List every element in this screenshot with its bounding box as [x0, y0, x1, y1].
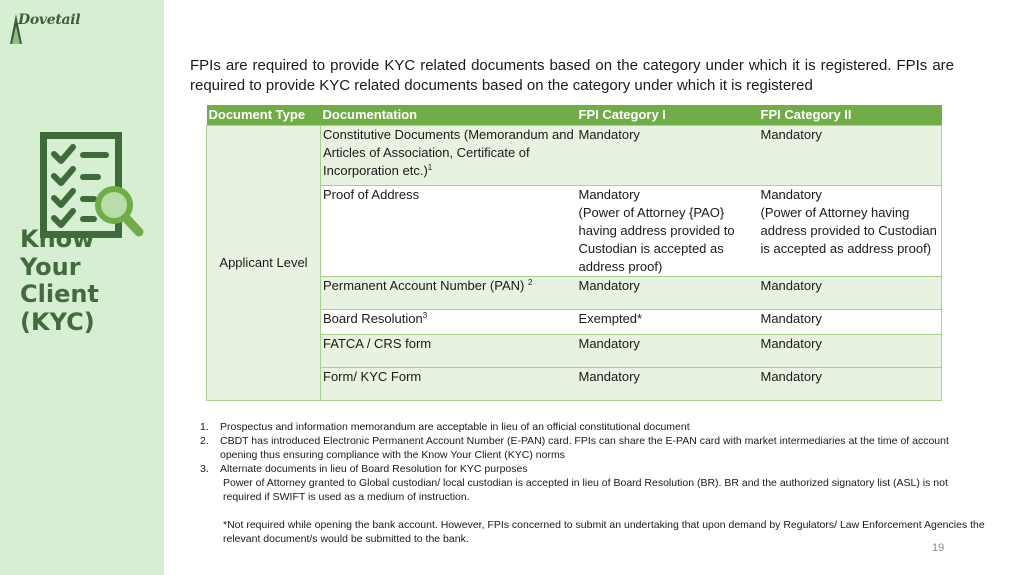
section-title	[20, 226, 160, 336]
category-1-cell: Exempted*	[577, 310, 759, 335]
header-document-type: Document Type	[207, 105, 321, 126]
title-line: (KYC)	[20, 307, 95, 336]
category-2-cell: Mandatory (Power of Attorney having address provided to Custodian is accepted as address proof)	[759, 186, 942, 277]
table-header-row	[207, 105, 942, 126]
page-number: 19	[932, 542, 945, 554]
header-documentation: Documentation	[321, 105, 577, 126]
footnote-item: 2. CBDT has introduced Electronic Permanent Account Number (E-PAN) card. FPIs can share the E-PAN card with market intermediaries at the time of account opening thus ensuring compliance with the Know Your Client (KYC) norms	[200, 435, 949, 461]
sidebar	[0, 0, 164, 575]
kyc-documents-table	[206, 105, 942, 401]
header-fpi-category-2: FPI Category II	[759, 105, 942, 126]
footnote-item: 3. Alternate documents in lieu of Board Resolution for KYC purposes	[200, 463, 528, 475]
title-line: Your	[20, 252, 81, 281]
documentation-cell: Form/ KYC Form	[321, 368, 577, 401]
category-2-cell: Mandatory	[759, 277, 942, 310]
footnote-item: 1. Prospectus and information memorandum are acceptable in lieu of an official constitutional document	[200, 421, 690, 433]
documentation-cell: FATCA / CRS form	[321, 335, 577, 368]
logo-text: Dovetail	[18, 12, 81, 28]
header-fpi-category-1: FPI Category I	[577, 105, 759, 126]
category-2-cell: Mandatory	[759, 126, 942, 186]
exemption-note: *Not required while opening the bank account. However, FPIs concerned to submit an undertaking that upon demand by Regulators/ Law Enforcement Agencies the relevant document/s would be submitted to the bank.	[223, 519, 985, 545]
documentation-cell: Permanent Account Number (PAN) $^2$	[321, 277, 577, 310]
footnotes-list	[200, 420, 964, 476]
category-2-cell: Mandatory	[759, 368, 942, 401]
category-1-cell: Mandatory	[577, 335, 759, 368]
title-line: Know	[20, 225, 95, 253]
category-1-cell: Mandatory	[577, 126, 759, 186]
title-line: Client	[20, 280, 99, 308]
board-resolution-note: Power of Attorney granted to Global custodian/ local custodian is accepted in lieu of Board Resolution (BR). BR and the authorized signatory list (ASL) is not required if SWIFT is used as a medium of instruction.	[223, 477, 948, 503]
applicant-level-cell: Applicant Level	[207, 126, 321, 401]
category-2-cell: Mandatory	[759, 310, 942, 335]
table-row	[207, 126, 942, 186]
documentation-cell: Proof of Address	[321, 186, 577, 277]
category-1-cell: Mandatory	[577, 277, 759, 310]
intro-paragraph: FPIs are required to provide KYC related documents based on the category under which it is registered. FPIs are required to provide KYC related documents based on the category under which it is registered	[190, 57, 954, 94]
documentation-cell: Board Resolution$^3$	[321, 310, 577, 335]
category-1-cell: Mandatory (Power of Attorney {PAO} having address provided to Custodian is accepted as address proof)	[577, 186, 759, 277]
category-2-cell: Mandatory	[759, 335, 942, 368]
category-1-cell: Mandatory	[577, 368, 759, 401]
documentation-cell: Constitutive Documents (Memorandum and Articles of Association, Certificate of Incorporation etc.)$^1$	[321, 126, 577, 186]
